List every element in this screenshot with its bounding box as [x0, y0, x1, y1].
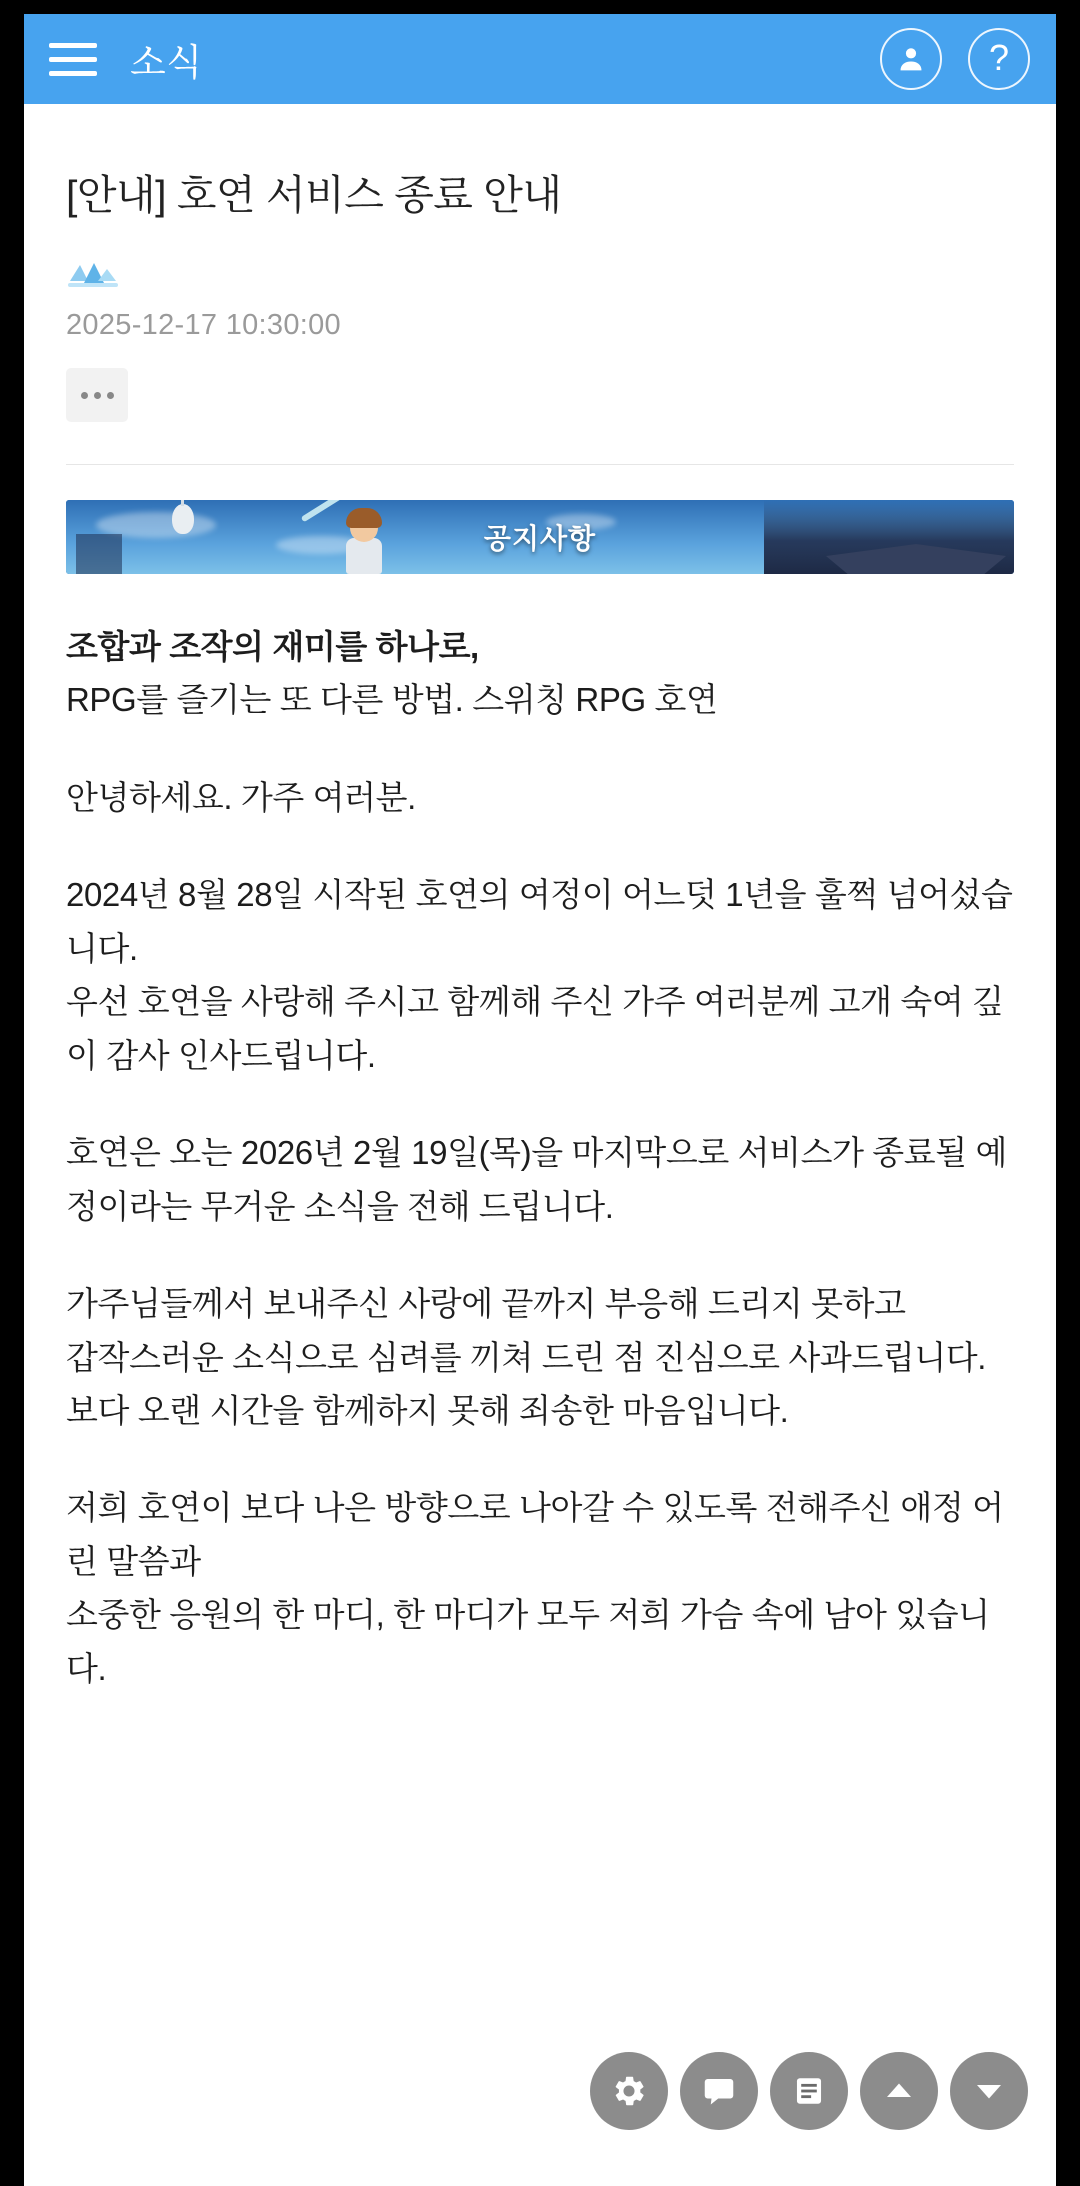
- post-paragraph: 호연은 오는 2026년 2월 19일(목)을 마지막으로 서비스가 종료될 예정이라는 무거운 소식을 전해 드립니다.: [66, 1134, 1007, 1225]
- settings-button[interactable]: [590, 2052, 668, 2130]
- page-title: [안내] 호연 서비스 종료 안내: [66, 172, 562, 218]
- banner-character-body: [346, 538, 382, 574]
- post-paragraph: 조합과 조작의 재미를 하나로,: [66, 628, 479, 665]
- post-paragraph: 우선 호연을 사랑해 주시고 함께해 주신 가주 여러분께 고개 숙여 깊이 감사 인사드립니다.: [66, 983, 1004, 1074]
- banner-pillar: [76, 534, 122, 574]
- banner-roof: [764, 500, 1014, 574]
- account-button[interactable]: [880, 28, 942, 90]
- banner-lantern-icon: [172, 504, 194, 534]
- chat-button[interactable]: [680, 2052, 758, 2130]
- divider: [66, 464, 1014, 465]
- post-content: [24, 162, 1056, 1695]
- banner-character-hair: [346, 508, 382, 528]
- post-paragraph: 갑작스러운 소식으로 심려를 끼쳐 드린 점 진심으로 사과드립니다.: [66, 1338, 987, 1376]
- post-paragraph: 안녕하세요. 가주 여러분.: [66, 778, 416, 816]
- more-dot: [94, 392, 101, 399]
- post-paragraph: 저희 호연이 보다 나은 방향으로 나아갈 수 있도록 전해주신 애정 어린 말씀과: [66, 1489, 1004, 1580]
- more-options-button[interactable]: [66, 368, 128, 422]
- post-paragraph: 2024년 8월 28일 시작된 호연의 여정이 어느덧 1년을 훌쩍 넘어섰습니다.: [66, 876, 1013, 967]
- account-icon: [894, 42, 928, 76]
- more-dot: [81, 392, 88, 399]
- more-dot: [107, 392, 114, 399]
- scroll-up-button[interactable]: [860, 2052, 938, 2130]
- post-body: [66, 620, 1014, 1695]
- post-date: 2025-12-17 10:30:00: [66, 309, 341, 341]
- list-button[interactable]: [770, 2052, 848, 2130]
- settings-icon: [610, 2072, 648, 2110]
- chat-icon: [701, 2073, 737, 2109]
- arrow-up-icon: [881, 2073, 917, 2109]
- app-bar: [24, 14, 1056, 104]
- post-paragraph: 소중한 응원의 한 마디, 한 마디가 모두 저희 가슴 속에 남아 있습니다.: [66, 1596, 990, 1687]
- help-button[interactable]: [968, 28, 1030, 90]
- list-icon: [792, 2074, 826, 2108]
- banner-character: [334, 508, 394, 574]
- arrow-down-icon: [971, 2073, 1007, 2109]
- banner-label: 공지사항: [483, 523, 597, 554]
- app-screen: [24, 14, 1056, 2186]
- scroll-down-button[interactable]: [950, 2052, 1028, 2130]
- post-paragraph: 보다 오랜 시간을 함께하지 못해 죄송한 마음입니다.: [66, 1391, 789, 1429]
- post-paragraph: RPG를 즐기는 또 다른 방법. 스위칭 RPG 호연: [66, 681, 718, 719]
- author-row: [66, 257, 1014, 291]
- post-paragraph: 가주님들께서 보내주신 사랑에 끝까지 부응해 드리지 못하고: [66, 1285, 906, 1323]
- notice-banner-image: [66, 500, 1014, 574]
- hamburger-icon[interactable]: [46, 37, 100, 81]
- floating-nav: [590, 2052, 1028, 2130]
- help-icon: ?: [988, 37, 1010, 78]
- hoyeon-logo-icon: [66, 257, 120, 291]
- app-bar-title: 소식: [130, 42, 203, 83]
